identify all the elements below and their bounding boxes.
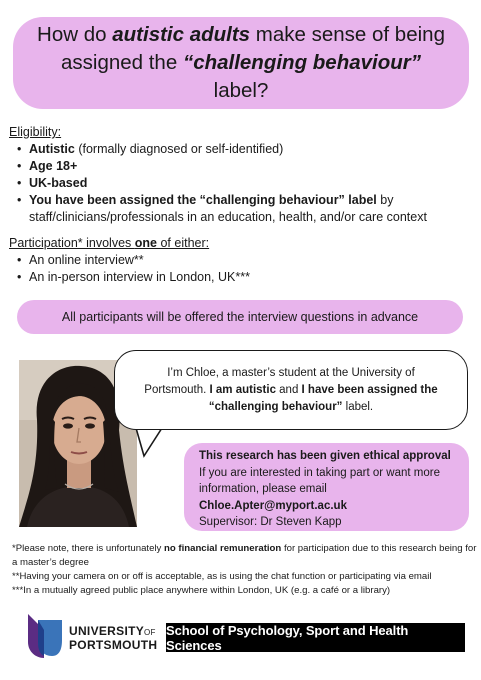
bubble-bold-label: I have been assigned the “challenging behaviour”	[208, 383, 438, 413]
footnote-1-bold: no financial remuneration	[164, 543, 282, 554]
contact-email[interactable]: Chloe.Apter@myport.ac.uk	[199, 499, 347, 512]
bubble-bold-autistic: I am autistic	[209, 383, 276, 396]
interest-text: If you are interested in taking part or want more information, please email	[199, 466, 440, 495]
speech-bubble-text	[135, 365, 447, 416]
eligibility-item-text: by staff/clinicians/professionals in an education, health, and/or care context	[29, 193, 427, 224]
participation-item: • An online interview**	[17, 252, 475, 269]
bubble-and: and	[275, 383, 302, 396]
footnote-1	[12, 542, 477, 570]
title-part-1: How do	[37, 23, 113, 46]
bubble-intro: I’m Chloe, a master’s student at the University of Portsmouth.	[144, 366, 415, 396]
advance-notice-box	[17, 300, 463, 334]
eligibility-heading: Eligibility:	[9, 125, 62, 139]
footnote-3: ***In a mutually agreed public place anywhere within London, UK (e.g. a café or a library)	[12, 585, 391, 596]
title-part-3: label?	[213, 79, 269, 102]
bubble-end: label.	[342, 400, 374, 413]
eligibility-item-bold: Autistic	[29, 142, 75, 156]
page-title	[31, 21, 451, 105]
participation-heading-a: Participation* involves	[9, 236, 135, 250]
participation-section	[9, 235, 475, 286]
supervisor-text: Supervisor: Dr Steven Kapp	[199, 516, 342, 528]
title-emphasis-autistic-adults: autistic adults	[112, 23, 251, 46]
speech-bubble	[114, 350, 468, 430]
eligibility-item	[17, 175, 475, 192]
advance-notice-text: All participants will be offered the interview questions in advance	[61, 310, 419, 324]
participation-item: • An in-person interview in London, UK***	[17, 269, 475, 286]
eligibility-item	[17, 158, 475, 175]
university-line-2: PORTSMOUTH	[69, 638, 158, 652]
school-banner	[166, 623, 465, 652]
contact-box	[184, 443, 469, 531]
eligibility-section	[9, 124, 475, 226]
university-wordmark	[69, 625, 157, 652]
participation-heading	[9, 235, 475, 252]
eligibility-item-bold: UK-based	[29, 176, 88, 190]
participation-list	[9, 252, 475, 286]
eligibility-list	[9, 141, 475, 226]
participation-heading-one: one	[134, 236, 157, 250]
title-part-2: make sense of being assigned the	[60, 23, 445, 74]
title-emphasis-challenging-behaviour: “challenging behaviour”	[182, 51, 421, 74]
footnote-1-c: for participation due to this research being for a master’s degree	[12, 543, 477, 568]
university-line-1: UNIVERSITY	[69, 624, 145, 638]
university-logo-icon	[24, 612, 64, 660]
footnote-1-a: *Please note, there is unfortunately	[12, 543, 164, 554]
footnote-2: **Having your camera on or off is acceptable, as is using the chat function or participating via email	[12, 571, 432, 582]
eligibility-item	[17, 141, 475, 158]
university-of: OF	[144, 628, 156, 637]
ethics-approval-text: This research has been given ethical approval	[199, 450, 451, 462]
school-banner-text: School of Psychology, Sport and Health Sciences	[166, 622, 409, 653]
speech-bubble-tail	[132, 428, 172, 458]
eligibility-item-text: (formally diagnosed or self-identified)	[74, 142, 284, 156]
eligibility-item	[17, 192, 475, 226]
title-box	[13, 17, 469, 109]
eligibility-item-bold: You have been assigned the “challenging behaviour” label	[29, 193, 377, 207]
footnotes	[12, 542, 477, 598]
participation-heading-c: of either:	[157, 236, 210, 250]
eligibility-item-bold: Age 18+	[29, 159, 78, 173]
